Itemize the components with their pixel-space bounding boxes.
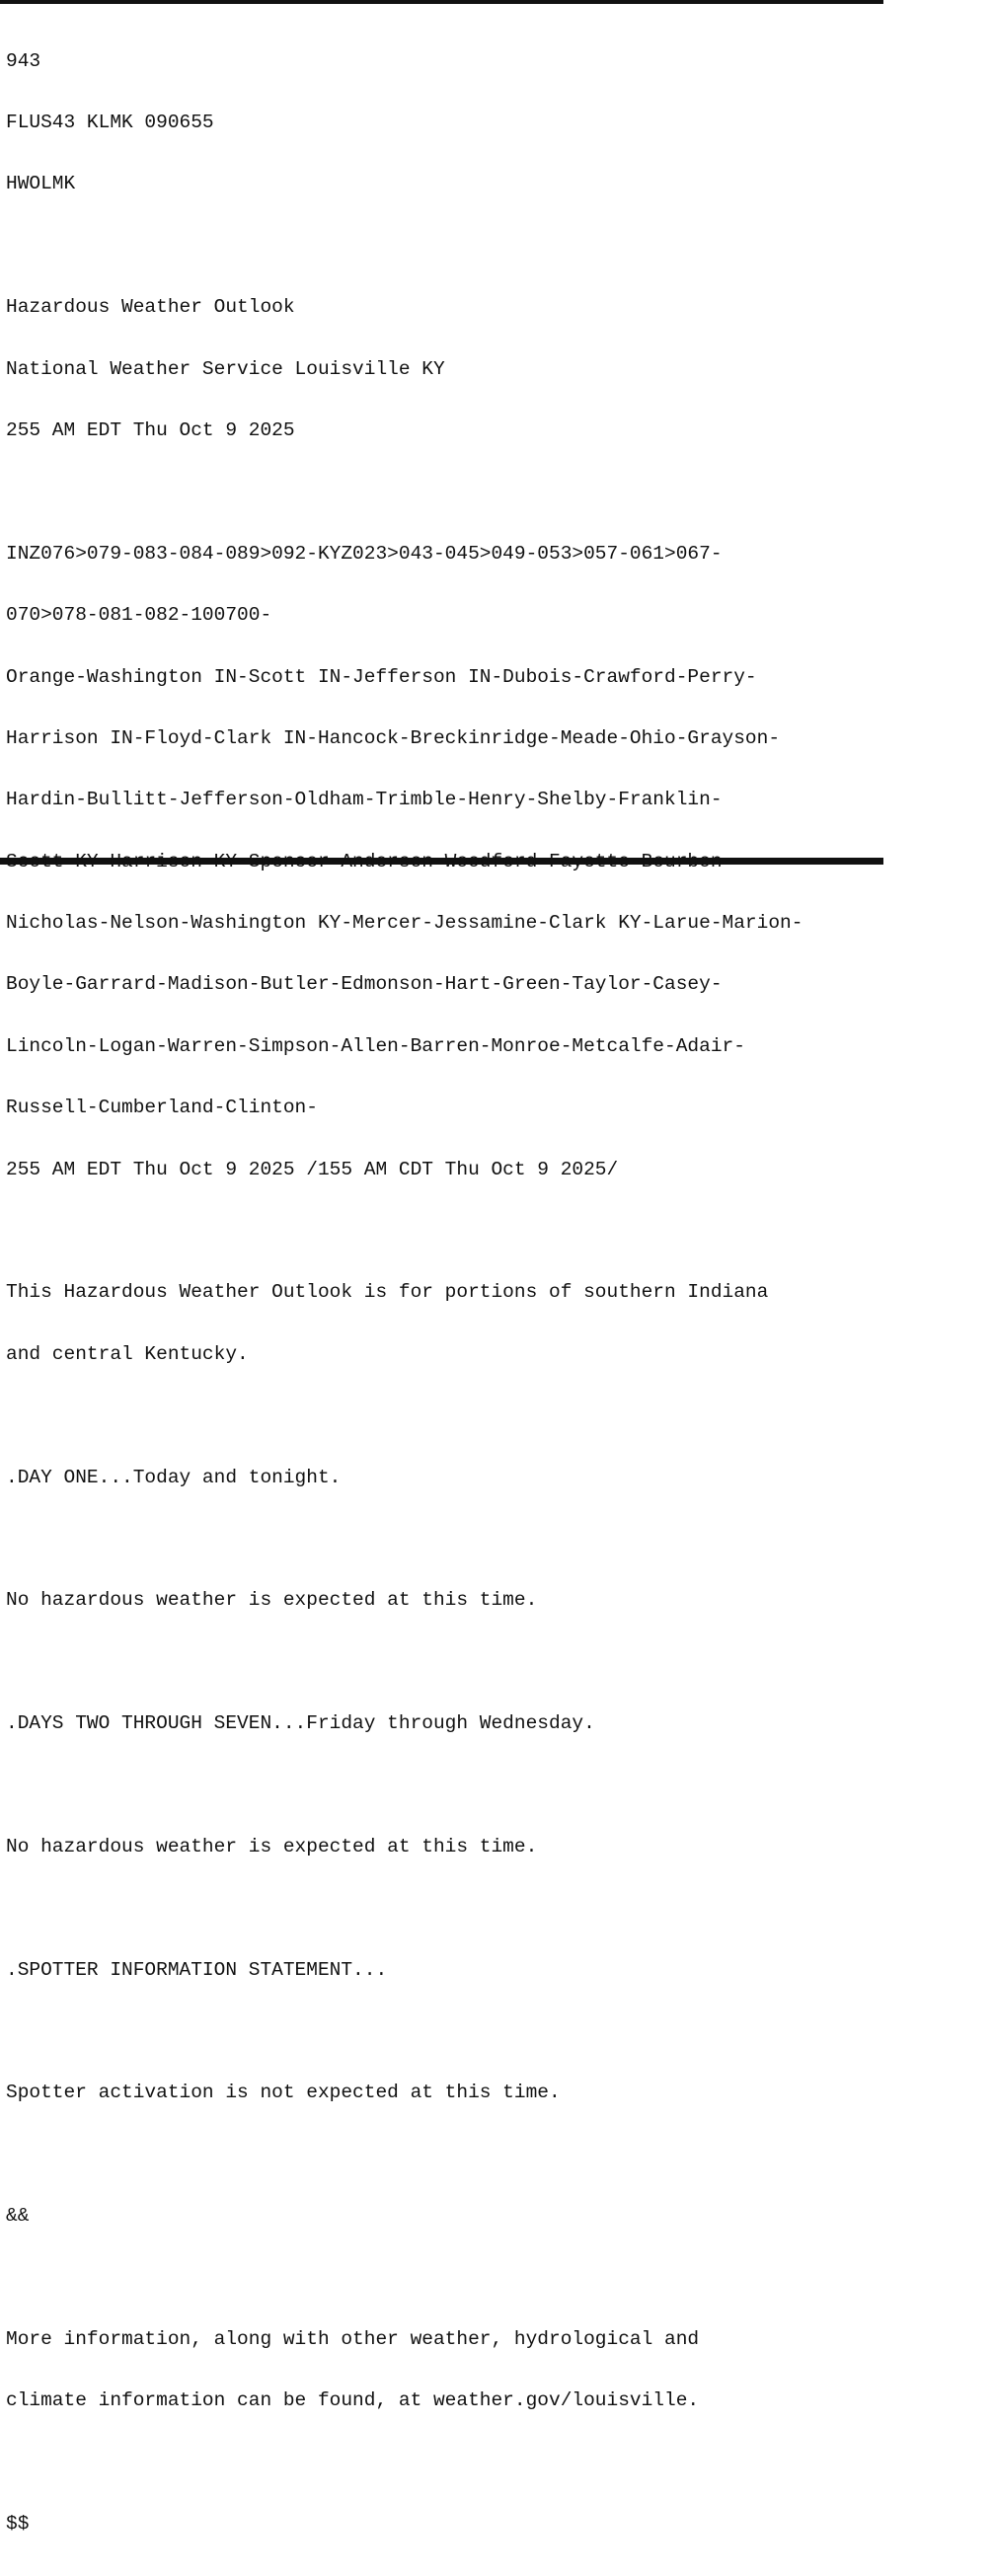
issue-time: 255 AM EDT Thu Oct 9 2025 (6, 418, 295, 441)
ugc-zone-codes: INZ076>079-083-084-089>092-KYZ023>043-045>049-053>057-061>067- (6, 542, 723, 565)
more-information-text: More information, along with other weather, hydrological and (6, 2328, 700, 2351)
blank-line (6, 2268, 993, 2289)
outlook-summary: and central Kentucky. (6, 1342, 249, 1365)
spotter-text: Spotter activation is not expected at this time. (6, 2082, 561, 2104)
blank-line (6, 482, 993, 502)
blank-line (6, 2021, 993, 2042)
zone-names: Scott KY-Harrison KY-Spencer-Anderson-Woodford-Fayette-Bourbon- (6, 850, 734, 872)
days-two-through-seven-text: No hazardous weather is expected at this time. (6, 1835, 538, 1857)
wmo-header-line: FLUS43 KLMK 090655 (6, 111, 214, 133)
zone-names: Nicholas-Nelson-Washington KY-Mercer-Jessamine-Clark KY-Larue-Marion- (6, 912, 803, 935)
day-one-heading: .DAY ONE...Today and tonight. (6, 1466, 342, 1488)
blank-line (6, 2453, 993, 2473)
awips-id-line: HWOLMK (6, 173, 76, 195)
blank-line (6, 1652, 993, 1673)
outlook-summary: This Hazardous Weather Outlook is for portions of southern Indiana (6, 1281, 769, 1304)
more-information-text: climate information can be found, at weather.gov/louisville. (6, 2389, 700, 2412)
day-one-text: No hazardous weather is expected at this time. (6, 1589, 538, 1612)
zone-names: Lincoln-Logan-Warren-Simpson-Allen-Barren-Monroe-Metcalfe-Adair- (6, 1034, 745, 1057)
product-id-line: 943 (6, 49, 41, 72)
blank-line (6, 1776, 993, 1796)
end-of-product-marker: $$ (6, 2513, 30, 2536)
blank-line (6, 1898, 993, 1919)
ugc-zone-codes: 070>078-081-082-100700- (6, 604, 272, 627)
segment-issue-time: 255 AM EDT Thu Oct 9 2025 /155 AM CDT Thu Oct 9 2025/ (6, 1158, 619, 1180)
issuing-office: National Weather Service Louisville KY (6, 357, 445, 380)
section-delimiter: && (6, 2205, 30, 2228)
zone-names: Russell-Cumberland-Clinton- (6, 1097, 318, 1119)
hazardous-weather-outlook-text (6, 10, 993, 2576)
zone-names: Orange-Washington IN-Scott IN-Jefferson IN-Dubois-Crawford-Perry- (6, 665, 757, 688)
days-two-through-seven-heading: .DAYS TWO THROUGH SEVEN...Friday through Wednesday. (6, 1712, 595, 1735)
blank-line (6, 1529, 993, 1550)
blank-line (6, 1405, 993, 1426)
zone-names: Harrison IN-Floyd-Clark IN-Hancock-Breckinridge-Meade-Ohio-Grayson- (6, 726, 781, 749)
product-title: Hazardous Weather Outlook (6, 296, 295, 319)
spotter-heading: .SPOTTER INFORMATION STATEMENT... (6, 1958, 388, 1981)
blank-line (6, 2145, 993, 2165)
blank-line (6, 1221, 993, 1242)
zone-names: Boyle-Garrard-Madison-Butler-Edmonson-Hart-Green-Taylor-Casey- (6, 973, 723, 996)
zone-names: Hardin-Bullitt-Jefferson-Oldham-Trimble-Henry-Shelby-Franklin- (6, 789, 723, 811)
blank-line (6, 236, 993, 257)
